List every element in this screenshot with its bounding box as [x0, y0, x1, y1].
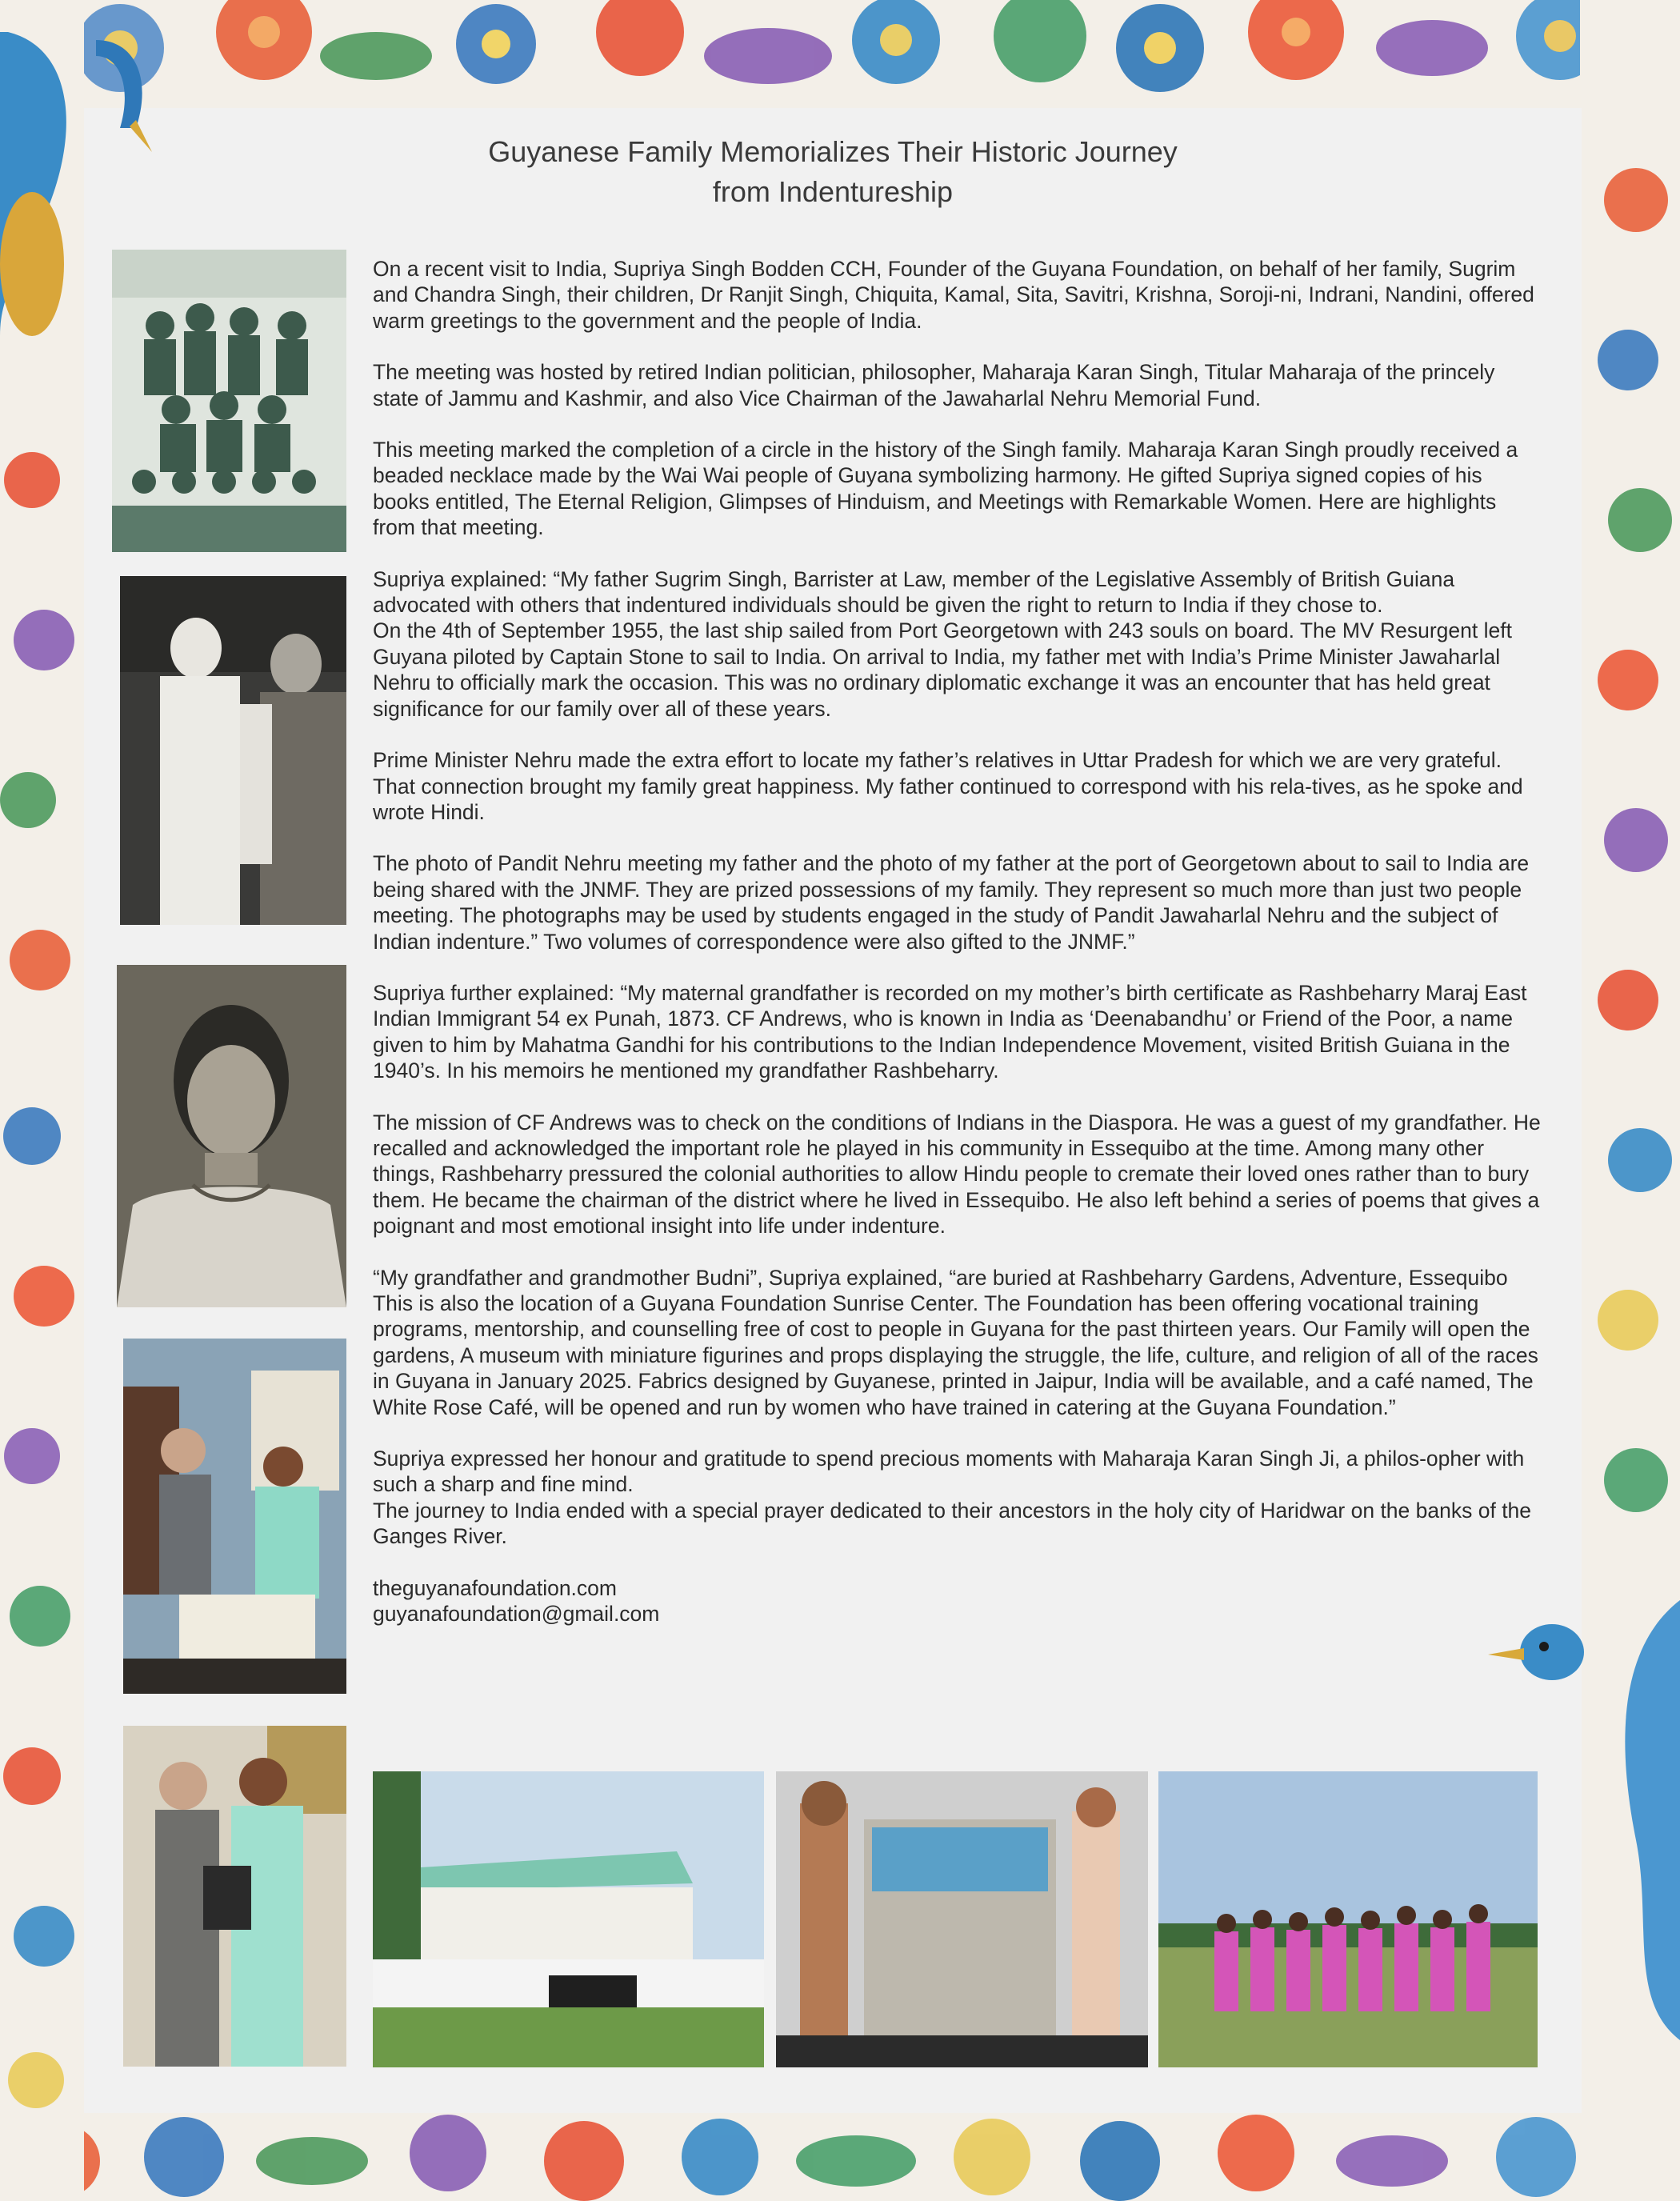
contact-info: theguyanafoundation.com guyanafoundation@gmail.com	[373, 1575, 660, 1627]
maharaja-gift-photo	[123, 1726, 346, 2067]
floral-border-top	[0, 0, 1680, 108]
grandmother-portrait-photo	[117, 965, 346, 1307]
paragraph-father: Supriya explained: “My father Sugrim Singh, Barrister at Law, member of the Legislative Assembly of British Guiana advocated with others that indentured individuals should be given the right to return to India if they chose to. On the 4th of September 1955, the last ship sailed from Port Georgetown with 243 souls on board. The MV Resurgent left Guyana piloted by Captain Stone to sail to India. On arrival to India, my father met with India’s Prime Minister Jawaharlal Nehru to officially mark the occasion. This was no ordinary diplomatic exchange it was an encounter that has held great significance for our family over all of these years.	[373, 566, 1512, 721]
article-title	[84, 132, 1582, 212]
rashbeharry-gardens-photo	[373, 1771, 764, 2067]
nehru-meeting-photo	[120, 576, 346, 925]
floral-border-right	[1580, 0, 1680, 2201]
family-group-photo	[112, 250, 346, 552]
floral-border-bottom	[0, 2113, 1680, 2201]
maharaja-books-photo	[123, 1339, 346, 1694]
paragraph-greetings: On a recent visit to India, Supriya Singh Bodden CCH, Founder of the Guyana Foundation, on behalf of her family, Sugrim and Chandra Singh, their children, Dr Ranjit Singh, Chiquita, Kamal, Sita, Savitri, Krishna, Soroji-ni, Indrani, Nandini, offered warm greetings to the government and the people of India.	[373, 257, 1534, 333]
title-line-1: Guyanese Family Memorializes Their Historic Journey	[488, 135, 1178, 168]
paragraph-circle: This meeting marked the completion of a circle in the history of the Singh family. Maharaja Karan Singh proudly received a beaded necklace made by the Wai Wai people of Guyana symbolizing harmony. He gifted Supriya signed copies of his books entitled, The Eternal Religion, Glimpses of Hinduism, and Meetings with Remarkable Women. Here are highlights from that meeting.	[373, 438, 1518, 540]
article-body	[373, 256, 1541, 1652]
paragraph-nehru-relatives: Prime Minister Nehru made the extra effort to locate my father’s relatives in Uttar Pradesh for which we are very grateful. That connection brought my family great happiness. My father continued to correspond with his rela-tives, as he spoke and wrote Hindi.	[373, 748, 1523, 824]
women-group-photo	[1158, 1771, 1538, 2067]
museum-figures-photo	[776, 1771, 1148, 2067]
paragraph-photos-shared: The photo of Pandit Nehru meeting my father and the photo of my father at the port of Georgetown about to sail to India are being shared with the JNMF. They are prized possessions of my family. They represent so much more than just two people meeting. The photographs may be used by students engaged in the study of Pandit Jawaharlal Nehru and the subject of Indian indenture.” Two volumes of correspondence were also gifted to the JNMF.”	[373, 851, 1530, 954]
floral-border-left	[0, 0, 84, 2201]
paragraph-gratitude: Supriya expressed her honour and gratitude to spend precious moments with Maharaja Karan Singh Ji, a philos-opher with such a sharp and fine mind. The journey to India ended with a special prayer dedicated to their ancestors in the holy city of Haridwar on the banks of the Ganges River.	[373, 1447, 1532, 1549]
paragraph-gardens: “My grandfather and grandmother Budni”, Supriya explained, “are buried at Rashbeharry Gardens, Adventure, Essequibo This is also the location of a Guyana Foundation Sunrise Center. The Foundation has been offering vocational training programs, mentorship, and counselling free of cost to people in Guyana for the past thirteen years. Our Family will open the gardens, A museum with miniature figurines and props displaying the struggle, the life, culture, and religion of all of the races in Guyana in January 2025. Fabrics designed by Guyanese, printed in Jaipur, India will be available, and a café named, The White Rose Café, will be opened and run by women who have trained in catering at the Guyana Foundation.”	[373, 1265, 1538, 1419]
paragraph-cf-andrews: The mission of CF Andrews was to check on the conditions of Indians in the Diaspora. He was a guest of my grandfather. He recalled and acknowledged the important role he played in his community in Essequibo at the time. Among many other things, Rashbeharry pressured the colonial authorities to allow Hindu people to cremate their loved ones rather than to bury them. He became the chairman of the district where he lived in Essequibo. He also left behind a series of poems that gives a poignant and most emotional insight into life under indenture.	[373, 1110, 1541, 1239]
paragraph-grandfather: Supriya further explained: “My maternal grandfather is recorded on my mother’s birth certificate as Rashbeharry Maraj East Indian Immigrant 54 ex Punah, 1873. CF Andrews, who is known in India as ‘Deenabandhu’ or Friend of the Poor, a name given to him by Mahatma Gandhi for his contributions to the Indian Independence Movement, visited British Guiana in the 1940’s. In his memoirs he mentioned my grandfather Rashbeharry.	[373, 980, 1527, 1083]
paragraph-meeting-host: The meeting was hosted by retired Indian politician, philosopher, Maharaja Karan Singh, Titular Maharaja of the princely state of Jammu and Kashmir, and also Vice Chairman of the Jawaharlal Nehru Memorial Fund.	[373, 360, 1495, 410]
title-line-2: from Indentureship	[712, 175, 954, 208]
